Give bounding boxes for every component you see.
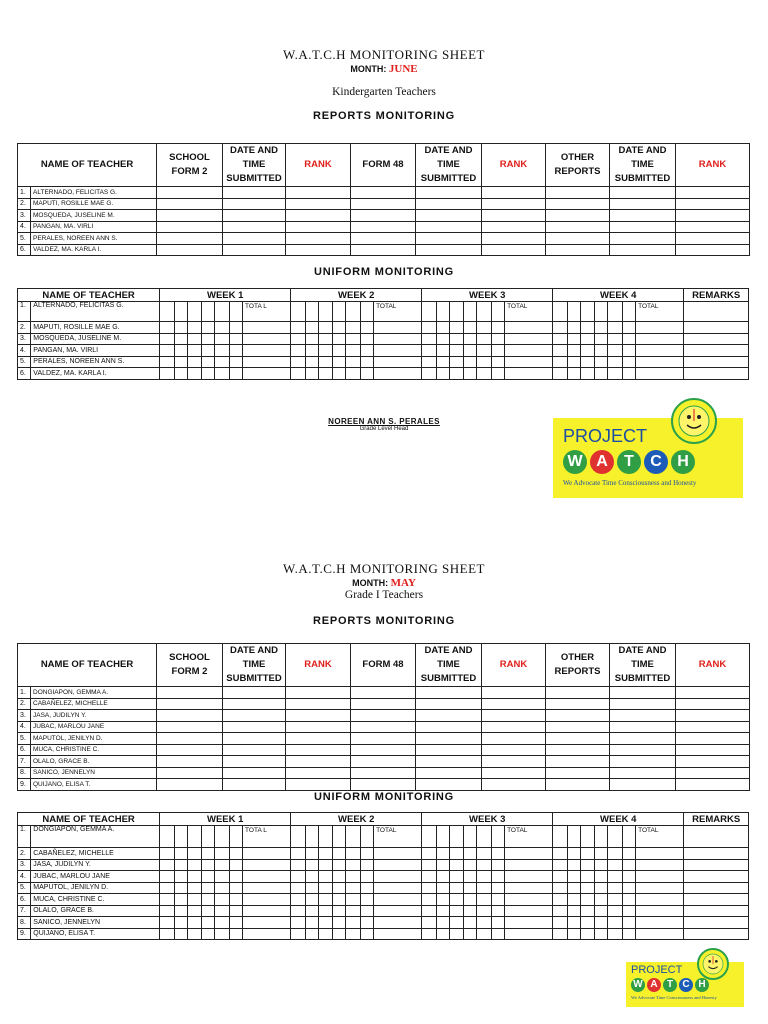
signatory-role: Grade Level Head xyxy=(359,426,409,432)
total-label: TOTAL xyxy=(374,302,422,322)
col-date-time-submitted: DATE AND TIME SUBMITTED xyxy=(610,144,676,187)
teacher-name: PERALES, NOREEN ANN S. xyxy=(31,233,157,245)
row-number: 5. xyxy=(18,356,31,368)
teacher-name: MOSQUEDA, JUSELINE M. xyxy=(31,210,157,222)
reports-heading: REPORTS MONITORING xyxy=(313,615,455,627)
reports-heading: REPORTS MONITORING xyxy=(313,110,455,122)
col-date-time-submitted: DATE AND TIME SUBMITTED xyxy=(223,144,286,187)
col-name-of-teacher: NAME OF TEACHER xyxy=(18,644,157,687)
col-name-of-teacher: NAME OF TEACHER xyxy=(18,289,160,302)
logo-letter-h: H xyxy=(671,450,695,474)
teacher-name: PERALES, NOREEN ANN S. xyxy=(31,356,160,368)
row-number: 6. xyxy=(18,894,31,906)
teacher-name: PANGAN, MA. VIRLI xyxy=(31,345,160,357)
teacher-name: VALDEZ, MA. KARLA I. xyxy=(31,244,157,256)
col-other-reports: OTHER REPORTS xyxy=(546,644,610,687)
total-label: TOTA L xyxy=(243,826,291,848)
table-row xyxy=(18,848,749,860)
col-date-time-submitted: DATE AND TIME SUBMITTED xyxy=(416,144,482,187)
logo-tagline: We Advocate Time Consciousness and Honesty xyxy=(563,479,697,487)
logo-letter-t: T xyxy=(663,978,677,992)
teacher-name: JASA, JUDILYN Y. xyxy=(31,710,157,722)
col-week-1: WEEK 1 xyxy=(160,813,291,826)
col-form-48: FORM 48 xyxy=(351,644,416,687)
teacher-name: DONGIAPON, GEMMA A. xyxy=(31,687,157,699)
teacher-name: PANGAN, MA. VIRLI xyxy=(31,221,157,233)
logo-letter-a: A xyxy=(590,450,614,474)
project-watch-logo xyxy=(553,418,743,498)
logo-letter-w: W xyxy=(631,978,645,992)
signatory-name: NOREEN ANN S. PERALES xyxy=(328,417,440,426)
col-week-2: WEEK 2 xyxy=(291,813,422,826)
row-number: 6. xyxy=(18,368,31,380)
row-number: 2. xyxy=(18,322,31,334)
teacher-name: CABAÑELEZ, MICHELLE xyxy=(31,848,160,860)
logo-project-text: PROJECT xyxy=(563,426,648,446)
row-number: 1. xyxy=(18,302,31,322)
logo-letter-t: T xyxy=(617,450,641,474)
table-row xyxy=(18,322,749,334)
uniform-table xyxy=(17,288,749,380)
row-number: 6. xyxy=(18,744,31,756)
col-week-3: WEEK 3 xyxy=(422,289,553,302)
clock-icon xyxy=(697,948,729,980)
col-rank: RANK xyxy=(676,644,750,687)
table-row xyxy=(18,928,749,940)
project-watch-logo xyxy=(626,962,744,1007)
month-value: JUNE xyxy=(388,63,418,75)
teacher-name: JUBAC, MARLOU JANE xyxy=(31,871,160,883)
teacher-name: DONGIAPON, GEMMA A. xyxy=(31,826,160,848)
table-row xyxy=(18,859,749,871)
logo-letter-c: C xyxy=(644,450,668,474)
col-rank: RANK xyxy=(482,144,546,187)
total-label: TOTAL xyxy=(636,826,684,848)
col-rank: RANK xyxy=(286,144,351,187)
table-row xyxy=(18,894,749,906)
col-name-of-teacher: NAME OF TEACHER xyxy=(18,144,157,187)
grade-label: Kindergarten Teachers xyxy=(332,86,436,98)
table-row xyxy=(18,779,750,791)
table-row xyxy=(18,721,750,733)
row-number: 2. xyxy=(18,848,31,860)
table-row xyxy=(18,210,750,222)
row-number: 3. xyxy=(18,859,31,871)
table-row xyxy=(18,302,749,322)
month-line xyxy=(0,63,768,75)
table-row xyxy=(18,826,749,848)
teacher-name: ALTERNADO, FELICITAS G. xyxy=(31,187,157,199)
table-row xyxy=(18,221,750,233)
table-row xyxy=(18,198,750,210)
row-number: 2. xyxy=(18,698,31,710)
col-remarks: REMARKS xyxy=(684,813,749,826)
table-row xyxy=(18,905,749,917)
teacher-name: MAPUTI, ROSILLE MAE G. xyxy=(31,198,157,210)
col-week-3: WEEK 3 xyxy=(422,813,553,826)
row-number: 9. xyxy=(18,779,31,791)
row-number: 4. xyxy=(18,721,31,733)
row-number: 3. xyxy=(18,333,31,345)
table-row xyxy=(18,368,749,380)
row-number: 7. xyxy=(18,756,31,768)
uniform-table xyxy=(17,812,749,940)
row-number: 1. xyxy=(18,187,31,199)
teacher-name: SANICO, JENNELYN xyxy=(31,917,160,929)
sheet-2 xyxy=(0,561,768,627)
reports-table xyxy=(17,643,750,791)
col-name-of-teacher: NAME OF TEACHER xyxy=(18,813,160,826)
table-row xyxy=(18,710,750,722)
teacher-name: OLALO, GRACE B. xyxy=(31,905,160,917)
row-number: 4. xyxy=(18,221,31,233)
row-number: 6. xyxy=(18,244,31,256)
logo-letter-c: C xyxy=(679,978,693,992)
month-value: MAY xyxy=(390,577,416,589)
teacher-name: OLALO, GRACE B. xyxy=(31,756,157,768)
col-school-form-2: SCHOOL FORM 2 xyxy=(157,144,223,187)
total-label: TOTAL xyxy=(636,302,684,322)
logo-tagline: We Advocate Time Consciousness and Honesty xyxy=(631,995,717,1000)
row-number: 1. xyxy=(18,687,31,699)
col-other-reports: OTHER REPORTS xyxy=(546,144,610,187)
table-row xyxy=(18,244,750,256)
row-number: 7. xyxy=(18,905,31,917)
teacher-name: SANICO, JENNELYN xyxy=(31,767,157,779)
logo-project-text: PROJECT xyxy=(631,964,683,976)
table-row xyxy=(18,698,750,710)
row-number: 3. xyxy=(18,710,31,722)
col-week-1: WEEK 1 xyxy=(160,289,291,302)
uniform-heading: UNIFORM MONITORING xyxy=(313,266,455,278)
sheet-1 xyxy=(0,47,768,122)
month-line xyxy=(0,577,768,589)
table-row xyxy=(18,356,749,368)
teacher-name: JUBAC, MARLOU JANE xyxy=(31,721,157,733)
row-number: 5. xyxy=(18,733,31,745)
row-number: 9. xyxy=(18,928,31,940)
table-row xyxy=(18,345,749,357)
clock-icon xyxy=(671,398,717,444)
row-number: 8. xyxy=(18,917,31,929)
teacher-name: ALTERNADO, FELICITAS G. xyxy=(31,302,160,322)
table-row xyxy=(18,733,750,745)
sheet-title: W.A.T.C.H MONITORING SHEET xyxy=(283,561,485,576)
row-number: 4. xyxy=(18,871,31,883)
col-date-time-submitted: DATE AND TIME SUBMITTED xyxy=(416,644,482,687)
teacher-name: MAPUTI, ROSILLE MAE G. xyxy=(31,322,160,334)
logo-letter-w: W xyxy=(563,450,587,474)
table-row xyxy=(18,187,750,199)
col-date-time-submitted: DATE AND TIME SUBMITTED xyxy=(223,644,286,687)
teacher-name: QUIJANO, ELISA T. xyxy=(31,779,157,791)
total-label: TOTAL xyxy=(505,302,553,322)
uniform-heading: UNIFORM MONITORING xyxy=(313,791,455,803)
teacher-name: MUCA, CHRISTINE C. xyxy=(31,744,157,756)
row-number: 4. xyxy=(18,345,31,357)
logo-letter-a: A xyxy=(647,978,661,992)
row-number: 2. xyxy=(18,198,31,210)
teacher-name: MOSQUEDA, JUSELINE M. xyxy=(31,333,160,345)
col-week-4: WEEK 4 xyxy=(553,813,684,826)
teacher-name: CABAÑELEZ, MICHELLE xyxy=(31,698,157,710)
col-rank: RANK xyxy=(482,644,546,687)
col-week-4: WEEK 4 xyxy=(553,289,684,302)
row-number: 5. xyxy=(18,882,31,894)
month-label: MONTH: xyxy=(350,64,387,74)
table-row xyxy=(18,744,750,756)
col-remarks: REMARKS xyxy=(684,289,749,302)
teacher-name: JASA, JUDILYN Y. xyxy=(31,859,160,871)
table-row xyxy=(18,767,750,779)
grade-label: Grade I Teachers xyxy=(344,589,424,601)
col-rank: RANK xyxy=(676,144,750,187)
col-school-form-2: SCHOOL FORM 2 xyxy=(157,644,223,687)
row-number: 1. xyxy=(18,826,31,848)
col-form-48: FORM 48 xyxy=(351,144,416,187)
col-rank: RANK xyxy=(286,644,351,687)
row-number: 5. xyxy=(18,233,31,245)
table-row xyxy=(18,917,749,929)
reports-table xyxy=(17,143,750,256)
row-number: 3. xyxy=(18,210,31,222)
table-row xyxy=(18,687,750,699)
teacher-name: MAPUTOL, JENILYN D. xyxy=(31,882,160,894)
table-row xyxy=(18,333,749,345)
table-row xyxy=(18,871,749,883)
col-date-time-submitted: DATE AND TIME SUBMITTED xyxy=(610,644,676,687)
total-label: TOTAL xyxy=(505,826,553,848)
teacher-name: VALDEZ, MA. KARLA I. xyxy=(31,368,160,380)
month-label: MONTH: xyxy=(352,578,389,588)
teacher-name: QUIJANO, ELISA T. xyxy=(31,928,160,940)
logo-letter-h: H xyxy=(695,978,709,992)
total-label: TOTA L xyxy=(243,302,291,322)
table-row xyxy=(18,233,750,245)
total-label: TOTAL xyxy=(374,826,422,848)
sheet-title: W.A.T.C.H MONITORING SHEET xyxy=(283,47,485,62)
table-row xyxy=(18,756,750,768)
table-row xyxy=(18,882,749,894)
col-week-2: WEEK 2 xyxy=(291,289,422,302)
row-number: 8. xyxy=(18,767,31,779)
teacher-name: MUCA, CHRISTINE C. xyxy=(31,894,160,906)
teacher-name: MAPUTOL, JENILYN D. xyxy=(31,733,157,745)
